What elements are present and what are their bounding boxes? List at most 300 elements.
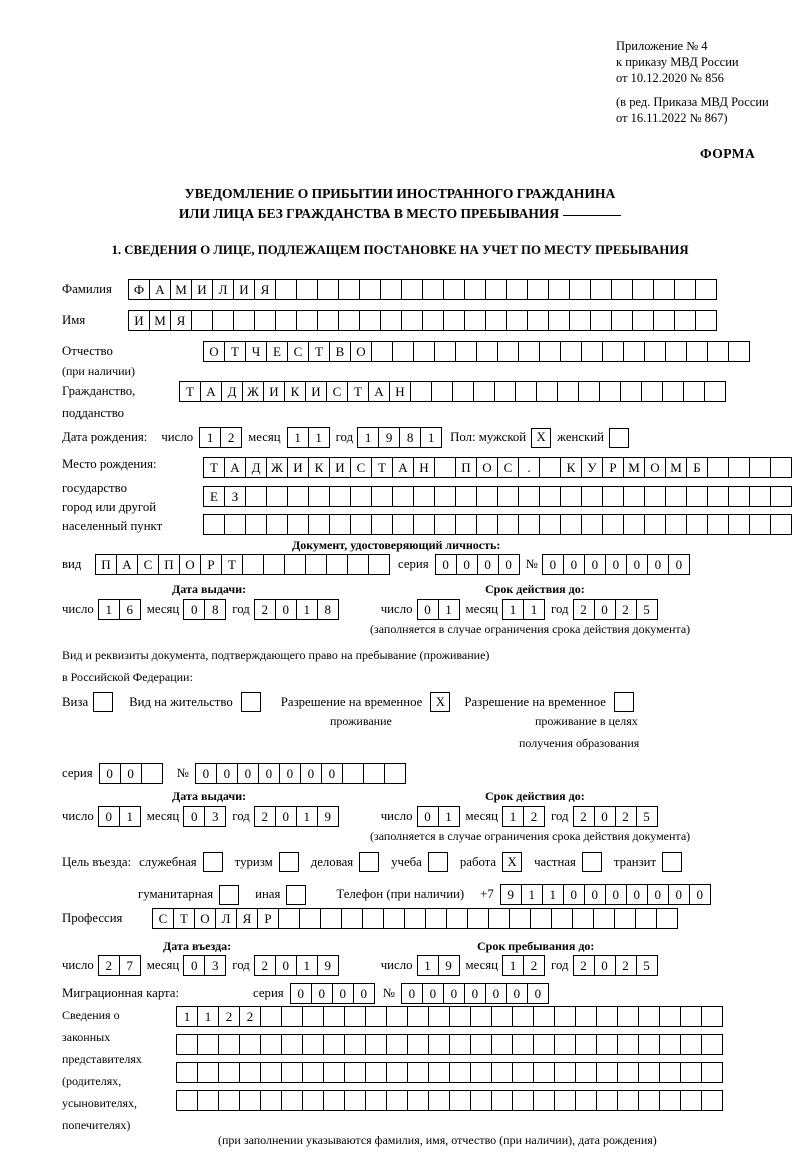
char-cell[interactable]: 5 [636,599,658,620]
char-cell[interactable] [611,279,633,300]
char-cell[interactable] [527,279,549,300]
char-cell[interactable]: 2 [523,806,545,827]
char-cell[interactable] [245,486,267,507]
char-cell[interactable] [518,486,540,507]
char-cell[interactable] [770,514,792,535]
char-cell[interactable]: 0 [626,884,648,905]
char-cell[interactable] [656,908,678,929]
char-cell[interactable] [407,1062,429,1083]
char-cell[interactable] [281,1034,303,1055]
char-cell[interactable]: 5 [636,955,658,976]
char-cell[interactable]: С [137,554,159,575]
char-cell[interactable]: С [326,381,348,402]
char-cell[interactable] [350,514,372,535]
char-cell[interactable] [488,908,510,929]
char-cell[interactable] [506,279,528,300]
char-cell[interactable] [596,1062,618,1083]
representatives-line-3-input[interactable] [176,1062,723,1083]
char-cell[interactable] [659,1090,681,1111]
char-cell[interactable] [560,486,582,507]
char-cell[interactable] [470,1090,492,1111]
char-cell[interactable] [197,1062,219,1083]
char-cell[interactable] [296,310,318,331]
char-cell[interactable]: Р [200,554,222,575]
char-cell[interactable] [413,486,435,507]
char-cell[interactable] [242,554,264,575]
char-cell[interactable]: У [581,457,603,478]
char-cell[interactable] [533,1006,555,1027]
char-cell[interactable]: С [287,341,309,362]
char-cell[interactable]: 0 [275,806,297,827]
char-cell[interactable] [401,279,423,300]
char-cell[interactable] [422,310,444,331]
char-cell[interactable]: К [308,457,330,478]
char-cell[interactable] [176,1034,198,1055]
char-cell[interactable] [653,310,675,331]
char-cell[interactable] [317,279,339,300]
char-cell[interactable] [674,279,696,300]
char-cell[interactable] [548,279,570,300]
char-cell[interactable]: 1 [438,806,460,827]
char-cell[interactable]: 0 [647,554,669,575]
char-cell[interactable] [638,1006,660,1027]
char-cell[interactable]: 1 [420,427,442,448]
char-cell[interactable]: С [350,457,372,478]
stay-month-input[interactable] [502,955,545,976]
char-cell[interactable] [665,486,687,507]
char-cell[interactable]: 0 [605,554,627,575]
char-cell[interactable]: 1 [119,806,141,827]
char-cell[interactable] [611,310,633,331]
char-cell[interactable] [299,908,321,929]
char-cell[interactable]: А [392,457,414,478]
char-cell[interactable]: 0 [275,599,297,620]
sex-male-checkbox[interactable]: Х [531,428,551,448]
representatives-line-2-input[interactable] [176,1034,723,1055]
char-cell[interactable] [464,279,486,300]
char-cell[interactable] [365,1062,387,1083]
char-cell[interactable]: 0 [279,763,301,784]
char-cell[interactable] [497,514,519,535]
birthplace-line-2-input[interactable] [203,486,792,507]
char-cell[interactable] [623,486,645,507]
char-cell[interactable] [239,1090,261,1111]
char-cell[interactable] [359,310,381,331]
char-cell[interactable]: 0 [183,806,205,827]
char-cell[interactable] [365,1090,387,1111]
char-cell[interactable] [296,279,318,300]
char-cell[interactable] [302,1006,324,1027]
birthplace-line-1-input[interactable] [203,457,792,478]
char-cell[interactable] [347,554,369,575]
char-cell[interactable] [363,763,385,784]
char-cell[interactable]: 1 [438,599,460,620]
char-cell[interactable]: И [128,310,150,331]
char-cell[interactable] [659,1062,681,1083]
char-cell[interactable] [404,908,426,929]
char-cell[interactable]: Р [257,908,279,929]
char-cell[interactable] [401,310,423,331]
char-cell[interactable] [323,1062,345,1083]
char-cell[interactable]: М [665,457,687,478]
char-cell[interactable] [551,908,573,929]
migration-card-number-input[interactable] [401,983,549,1004]
char-cell[interactable] [371,341,393,362]
char-cell[interactable]: 6 [119,599,141,620]
char-cell[interactable] [392,341,414,362]
char-cell[interactable]: 1 [417,955,439,976]
char-cell[interactable] [635,908,657,929]
char-cell[interactable] [386,1062,408,1083]
char-cell[interactable]: Т [347,381,369,402]
char-cell[interactable] [176,1062,198,1083]
char-cell[interactable] [701,1034,723,1055]
char-cell[interactable] [623,341,645,362]
char-cell[interactable] [641,381,663,402]
profession-input[interactable] [152,908,678,929]
identity-valid-year-input[interactable] [573,599,658,620]
char-cell[interactable]: И [287,457,309,478]
char-cell[interactable] [449,1034,471,1055]
char-cell[interactable] [632,279,654,300]
char-cell[interactable] [305,554,327,575]
char-cell[interactable]: 3 [204,955,226,976]
char-cell[interactable] [695,310,717,331]
char-cell[interactable] [308,514,330,535]
char-cell[interactable] [539,457,561,478]
char-cell[interactable] [245,514,267,535]
char-cell[interactable] [539,486,561,507]
char-cell[interactable] [686,341,708,362]
char-cell[interactable]: О [644,457,666,478]
char-cell[interactable] [569,310,591,331]
char-cell[interactable]: П [455,457,477,478]
char-cell[interactable] [596,1006,618,1027]
char-cell[interactable] [260,1062,282,1083]
char-cell[interactable]: 0 [311,983,333,1004]
char-cell[interactable]: 0 [584,884,606,905]
char-cell[interactable]: 0 [542,554,564,575]
char-cell[interactable]: 8 [204,599,226,620]
char-cell[interactable] [260,1006,282,1027]
char-cell[interactable] [638,1090,660,1111]
char-cell[interactable] [323,1006,345,1027]
char-cell[interactable] [662,381,684,402]
char-cell[interactable] [344,1034,366,1055]
char-cell[interactable] [413,341,435,362]
stay-doc-series-input[interactable] [99,763,163,784]
char-cell[interactable]: 2 [573,806,595,827]
char-cell[interactable]: 0 [332,983,354,1004]
char-cell[interactable] [362,908,384,929]
char-cell[interactable] [392,486,414,507]
char-cell[interactable] [371,486,393,507]
char-cell[interactable]: 1 [199,427,221,448]
purpose-option-checkbox[interactable] [428,852,448,872]
char-cell[interactable] [275,310,297,331]
char-cell[interactable]: 0 [456,554,478,575]
char-cell[interactable] [644,486,666,507]
char-cell[interactable] [203,514,225,535]
char-cell[interactable]: Я [170,310,192,331]
char-cell[interactable]: 1 [296,599,318,620]
char-cell[interactable] [596,1034,618,1055]
char-cell[interactable]: Т [308,341,330,362]
char-cell[interactable] [728,457,750,478]
char-cell[interactable] [728,514,750,535]
education-residence-checkbox[interactable] [614,692,634,712]
char-cell[interactable]: Е [203,486,225,507]
char-cell[interactable] [644,514,666,535]
char-cell[interactable] [212,310,234,331]
purpose-option-checkbox[interactable] [286,885,306,905]
surname-input[interactable] [128,279,717,300]
char-cell[interactable]: 0 [120,763,142,784]
char-cell[interactable] [365,1034,387,1055]
purpose-option-checkbox[interactable] [279,852,299,872]
char-cell[interactable] [323,1090,345,1111]
char-cell[interactable]: К [284,381,306,402]
char-cell[interactable]: П [95,554,117,575]
char-cell[interactable]: М [149,310,171,331]
char-cell[interactable] [554,1006,576,1027]
char-cell[interactable] [638,1062,660,1083]
char-cell[interactable]: Н [413,457,435,478]
char-cell[interactable]: 0 [668,554,690,575]
char-cell[interactable] [593,908,615,929]
char-cell[interactable] [287,486,309,507]
char-cell[interactable] [455,514,477,535]
char-cell[interactable] [518,514,540,535]
char-cell[interactable]: 0 [594,955,616,976]
migration-card-series-input[interactable] [290,983,375,1004]
char-cell[interactable] [614,908,636,929]
char-cell[interactable]: 1 [502,599,524,620]
purpose-option-checkbox[interactable] [359,852,379,872]
char-cell[interactable]: 2 [615,955,637,976]
char-cell[interactable] [590,279,612,300]
char-cell[interactable]: И [305,381,327,402]
char-cell[interactable] [443,279,465,300]
char-cell[interactable] [317,310,339,331]
char-cell[interactable] [485,310,507,331]
identity-issue-month-input[interactable] [183,599,226,620]
char-cell[interactable]: 7 [119,955,141,976]
char-cell[interactable] [434,486,456,507]
char-cell[interactable] [320,908,342,929]
char-cell[interactable]: 0 [527,983,549,1004]
char-cell[interactable]: Д [221,381,243,402]
char-cell[interactable]: Н [389,381,411,402]
char-cell[interactable] [491,1006,513,1027]
birth-year-input[interactable] [357,427,442,448]
char-cell[interactable] [266,486,288,507]
char-cell[interactable] [707,514,729,535]
char-cell[interactable] [623,514,645,535]
char-cell[interactable] [384,763,406,784]
char-cell[interactable]: О [476,457,498,478]
birthplace-line-3-input[interactable] [203,514,792,535]
char-cell[interactable] [218,1062,240,1083]
char-cell[interactable]: 2 [573,955,595,976]
char-cell[interactable]: М [623,457,645,478]
char-cell[interactable] [302,1062,324,1083]
char-cell[interactable]: 9 [317,806,339,827]
char-cell[interactable] [602,486,624,507]
char-cell[interactable] [539,341,561,362]
char-cell[interactable] [443,310,465,331]
char-cell[interactable] [455,341,477,362]
char-cell[interactable]: А [149,279,171,300]
char-cell[interactable]: 0 [594,806,616,827]
char-cell[interactable] [365,1006,387,1027]
char-cell[interactable] [590,310,612,331]
char-cell[interactable] [218,1034,240,1055]
char-cell[interactable] [569,279,591,300]
char-cell[interactable]: Т [371,457,393,478]
char-cell[interactable]: 0 [435,554,457,575]
char-cell[interactable]: 1 [98,599,120,620]
char-cell[interactable] [533,1062,555,1083]
char-cell[interactable] [464,310,486,331]
char-cell[interactable] [536,381,558,402]
char-cell[interactable]: 8 [317,599,339,620]
char-cell[interactable]: О [179,554,201,575]
char-cell[interactable] [704,381,726,402]
char-cell[interactable] [329,486,351,507]
char-cell[interactable]: 8 [399,427,421,448]
char-cell[interactable]: Д [245,457,267,478]
char-cell[interactable] [497,341,519,362]
char-cell[interactable] [338,310,360,331]
char-cell[interactable] [617,1006,639,1027]
char-cell[interactable] [494,381,516,402]
char-cell[interactable] [392,514,414,535]
char-cell[interactable] [659,1006,681,1027]
char-cell[interactable] [342,763,364,784]
patronymic-input[interactable] [203,341,750,362]
char-cell[interactable] [701,1006,723,1027]
purpose-option-checkbox[interactable]: Х [502,852,522,872]
char-cell[interactable] [141,763,163,784]
char-cell[interactable]: 2 [573,599,595,620]
char-cell[interactable]: 0 [485,983,507,1004]
char-cell[interactable] [446,908,468,929]
char-cell[interactable] [428,1062,450,1083]
char-cell[interactable] [449,1090,471,1111]
char-cell[interactable] [617,1034,639,1055]
char-cell[interactable]: З [224,486,246,507]
char-cell[interactable]: 0 [464,983,486,1004]
char-cell[interactable] [665,341,687,362]
char-cell[interactable] [617,1062,639,1083]
char-cell[interactable]: 2 [523,955,545,976]
char-cell[interactable] [260,1090,282,1111]
char-cell[interactable] [341,908,363,929]
char-cell[interactable] [749,514,771,535]
char-cell[interactable] [518,341,540,362]
char-cell[interactable]: 0 [321,763,343,784]
char-cell[interactable] [665,514,687,535]
char-cell[interactable] [680,1034,702,1055]
char-cell[interactable]: 1 [523,599,545,620]
char-cell[interactable] [695,279,717,300]
char-cell[interactable] [239,1034,261,1055]
char-cell[interactable]: 2 [239,1006,261,1027]
char-cell[interactable] [197,1034,219,1055]
char-cell[interactable] [512,1034,534,1055]
char-cell[interactable]: Я [236,908,258,929]
char-cell[interactable] [572,908,594,929]
char-cell[interactable] [707,457,729,478]
char-cell[interactable]: 0 [594,599,616,620]
char-cell[interactable]: 5 [636,806,658,827]
char-cell[interactable]: 0 [563,884,585,905]
char-cell[interactable]: С [152,908,174,929]
char-cell[interactable]: 0 [353,983,375,1004]
char-cell[interactable] [470,1062,492,1083]
char-cell[interactable]: 0 [99,763,121,784]
char-cell[interactable] [350,486,372,507]
char-cell[interactable] [434,457,456,478]
char-cell[interactable]: А [224,457,246,478]
char-cell[interactable] [770,486,792,507]
birth-month-input[interactable] [287,427,330,448]
char-cell[interactable] [326,554,348,575]
char-cell[interactable] [368,554,390,575]
char-cell[interactable] [218,1090,240,1111]
char-cell[interactable]: 3 [204,806,226,827]
char-cell[interactable]: 0 [443,983,465,1004]
char-cell[interactable]: М [170,279,192,300]
char-cell[interactable]: 0 [290,983,312,1004]
char-cell[interactable] [191,310,213,331]
char-cell[interactable] [476,341,498,362]
char-cell[interactable]: Ж [242,381,264,402]
char-cell[interactable] [683,381,705,402]
char-cell[interactable] [434,514,456,535]
char-cell[interactable] [539,514,561,535]
char-cell[interactable] [497,486,519,507]
char-cell[interactable]: 0 [237,763,259,784]
char-cell[interactable] [638,1034,660,1055]
char-cell[interactable] [323,1034,345,1055]
name-input[interactable] [128,310,717,331]
char-cell[interactable]: 1 [287,427,309,448]
char-cell[interactable]: 1 [357,427,379,448]
char-cell[interactable] [422,279,444,300]
char-cell[interactable] [470,1034,492,1055]
char-cell[interactable] [680,1062,702,1083]
identity-issue-year-input[interactable] [254,599,339,620]
char-cell[interactable]: И [191,279,213,300]
char-cell[interactable] [653,279,675,300]
char-cell[interactable]: 9 [500,884,522,905]
char-cell[interactable]: 0 [605,884,627,905]
char-cell[interactable] [383,908,405,929]
char-cell[interactable] [359,279,381,300]
char-cell[interactable] [485,279,507,300]
char-cell[interactable]: Я [254,279,276,300]
char-cell[interactable] [659,1034,681,1055]
char-cell[interactable]: О [350,341,372,362]
char-cell[interactable] [527,310,549,331]
char-cell[interactable] [515,381,537,402]
char-cell[interactable] [581,341,603,362]
char-cell[interactable]: Т [203,457,225,478]
char-cell[interactable]: 0 [498,554,520,575]
identity-number-input[interactable] [542,554,690,575]
